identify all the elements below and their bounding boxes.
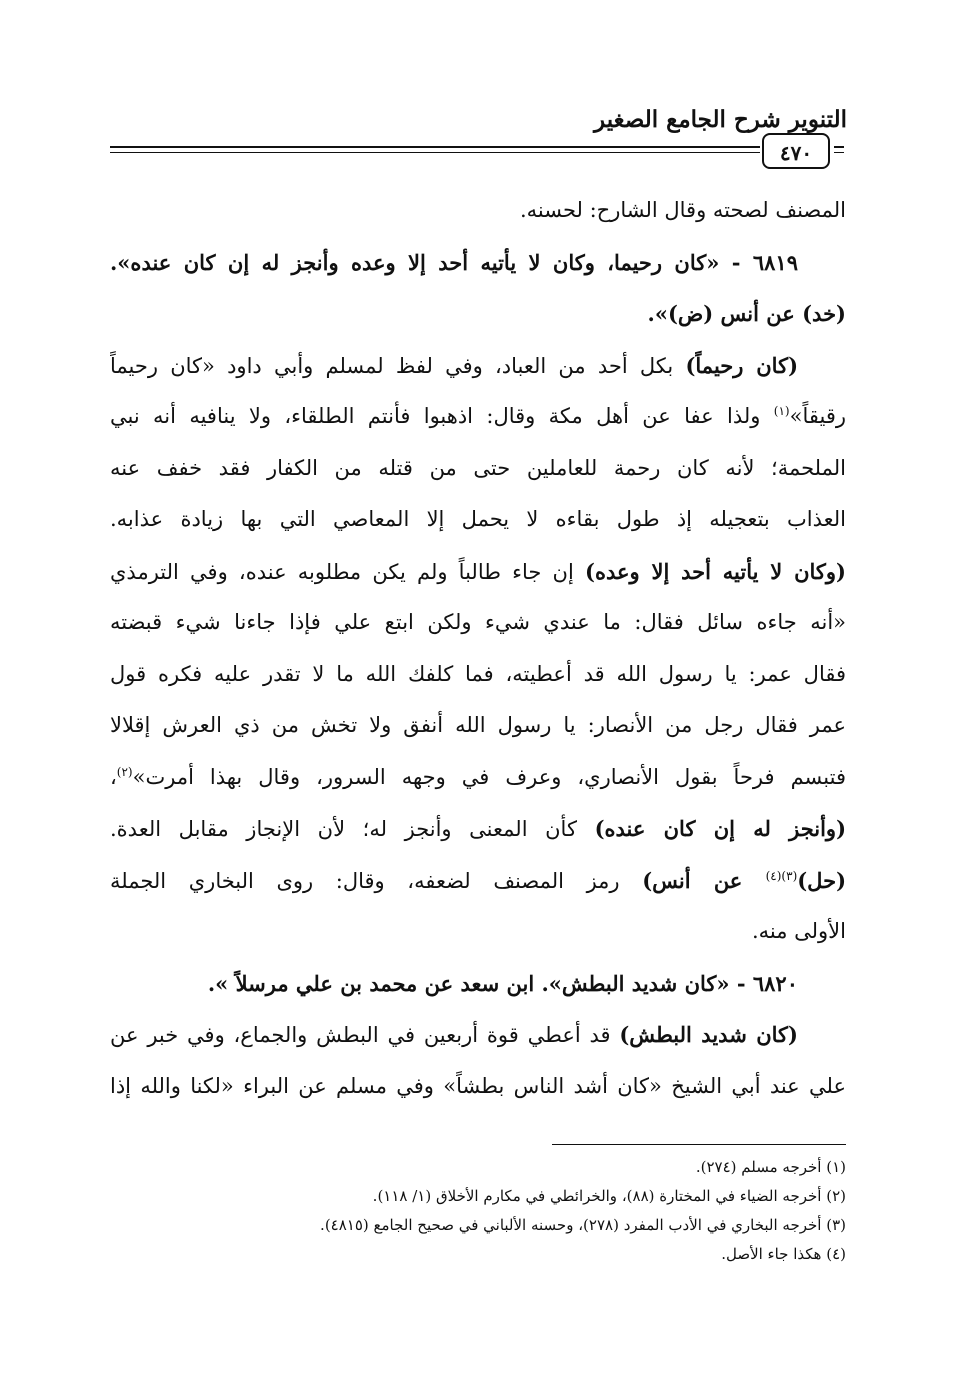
footnote-ref[interactable]: (٢)	[116, 764, 133, 779]
footnote-4: (٤) هكذا جاء الأصل.	[721, 1245, 846, 1263]
hadith-6819-source: (خد) عن أنس (ض)».	[647, 301, 846, 326]
text-line: الأولى منه.	[751, 919, 846, 943]
text-line: عمر فقال رجل من الأنصار: يا رسول الله أنفق ولا تخش من ذي العرش إقلالا	[110, 713, 846, 737]
footnote-2: (٢) أخرجه الضياء في المختارة (٨٨)، والخرائطي في مكارم الأخلاق (١/ ١١٨).	[372, 1187, 846, 1205]
header-rule-top	[110, 146, 760, 148]
text-line: (وكان لا يأتيه أحد إلا وعده) إن جاء طالباً ولم يكن مطلوبه عنده، وفي الترمذي	[110, 558, 846, 584]
main-text	[110, 185, 846, 1112]
footnotes	[110, 1153, 846, 1269]
footnote-separator	[552, 1144, 846, 1145]
header-rule-right-top	[834, 146, 844, 148]
footnote-ref[interactable]: (٣)(٤)	[765, 868, 798, 883]
text-line: العذاب بتعجيله إذ طول بقاءه لا يحمل إلا المعاصي التي بها زيادة عذابه.	[110, 507, 846, 531]
text-line: فقال عمر: يا رسول الله قد أعطيته، فما كلفك الله ما لا تقدر عليه فكره قول	[110, 661, 846, 686]
header-rule-bottom	[110, 152, 760, 153]
footnote-ref[interactable]: (١)	[773, 404, 790, 418]
text-line: (كان رحيماً) بكل أحد من العباد، وفي لفظ لمسلم وأبي داود «كان رحيماً	[110, 352, 799, 378]
hadith-6819: ٦٨١٩ - «كان رحيما، وكان لا يأتيه أحد إلا وعده وأنجز له إن كان عنده».	[110, 249, 798, 275]
text-line: علي عند أبي الشيخ «كان أشد الناس بطشاً» وفي مسلم عن البراء «لكنا والله إذا	[110, 1073, 846, 1098]
text-line: «أنه جاءه سائل فقال: ما عندي شيء ولكن ابتع علي فإذا جاءنا شيء قبضته	[110, 610, 846, 634]
header-rule-right-bottom	[834, 152, 844, 153]
text-line: (كان شديد البطش) قد أعطي قوة أربعين في البطش والجماع، وفي خبر عن	[110, 1022, 798, 1047]
hadith-6820: ٦٨٢٠ - «كان شديد البطش». ابن سعد عن محمد بن علي مرسلاً ».	[207, 970, 798, 996]
text-line: الملحمة؛ لأنه كان رحمة للعاملين حتى من قتله من الكفار فقد خفف عنه	[110, 455, 846, 480]
footnote-3: (٣) أخرجه البخاري في الأدب المفرد (٢٧٨)، وحسنه الألباني في صحيح الجامع (٤٨١٥).	[320, 1216, 846, 1234]
footnote-1: (١) أخرجه مسلم (٢٧٤).	[695, 1158, 846, 1176]
text-line: رقيقاً»$^{(١)}$ ولذا عفا عن أهل مكة وقال: اذهبوا فأنتم الطلقاء، ولا ينافيه أنه نبي	[110, 404, 846, 428]
text-line: (حل)$^{(٣)(٤)}$ عن أنس) رمز المصنف لضعفه، وقال: روى البخاري الجملة	[110, 867, 846, 893]
text-line: (وأنجز له إن كان عنده) كأن المعنى وأنجز له؛ لأن الإنجاز مقابل العدة.	[110, 816, 846, 841]
text-line: المصنف لصحته وقال الشارح: لحسنه.	[519, 198, 846, 222]
page-number: ٤٧٠	[762, 133, 830, 169]
running-header-title: التنوير شرح الجامع الصغير	[594, 106, 847, 133]
text-line: فتبسم فرحاً بقول الأنصاري، وعرف في وجهه السرور، وقال بهذا أمرت»$^{(٢)}$،	[110, 764, 846, 789]
